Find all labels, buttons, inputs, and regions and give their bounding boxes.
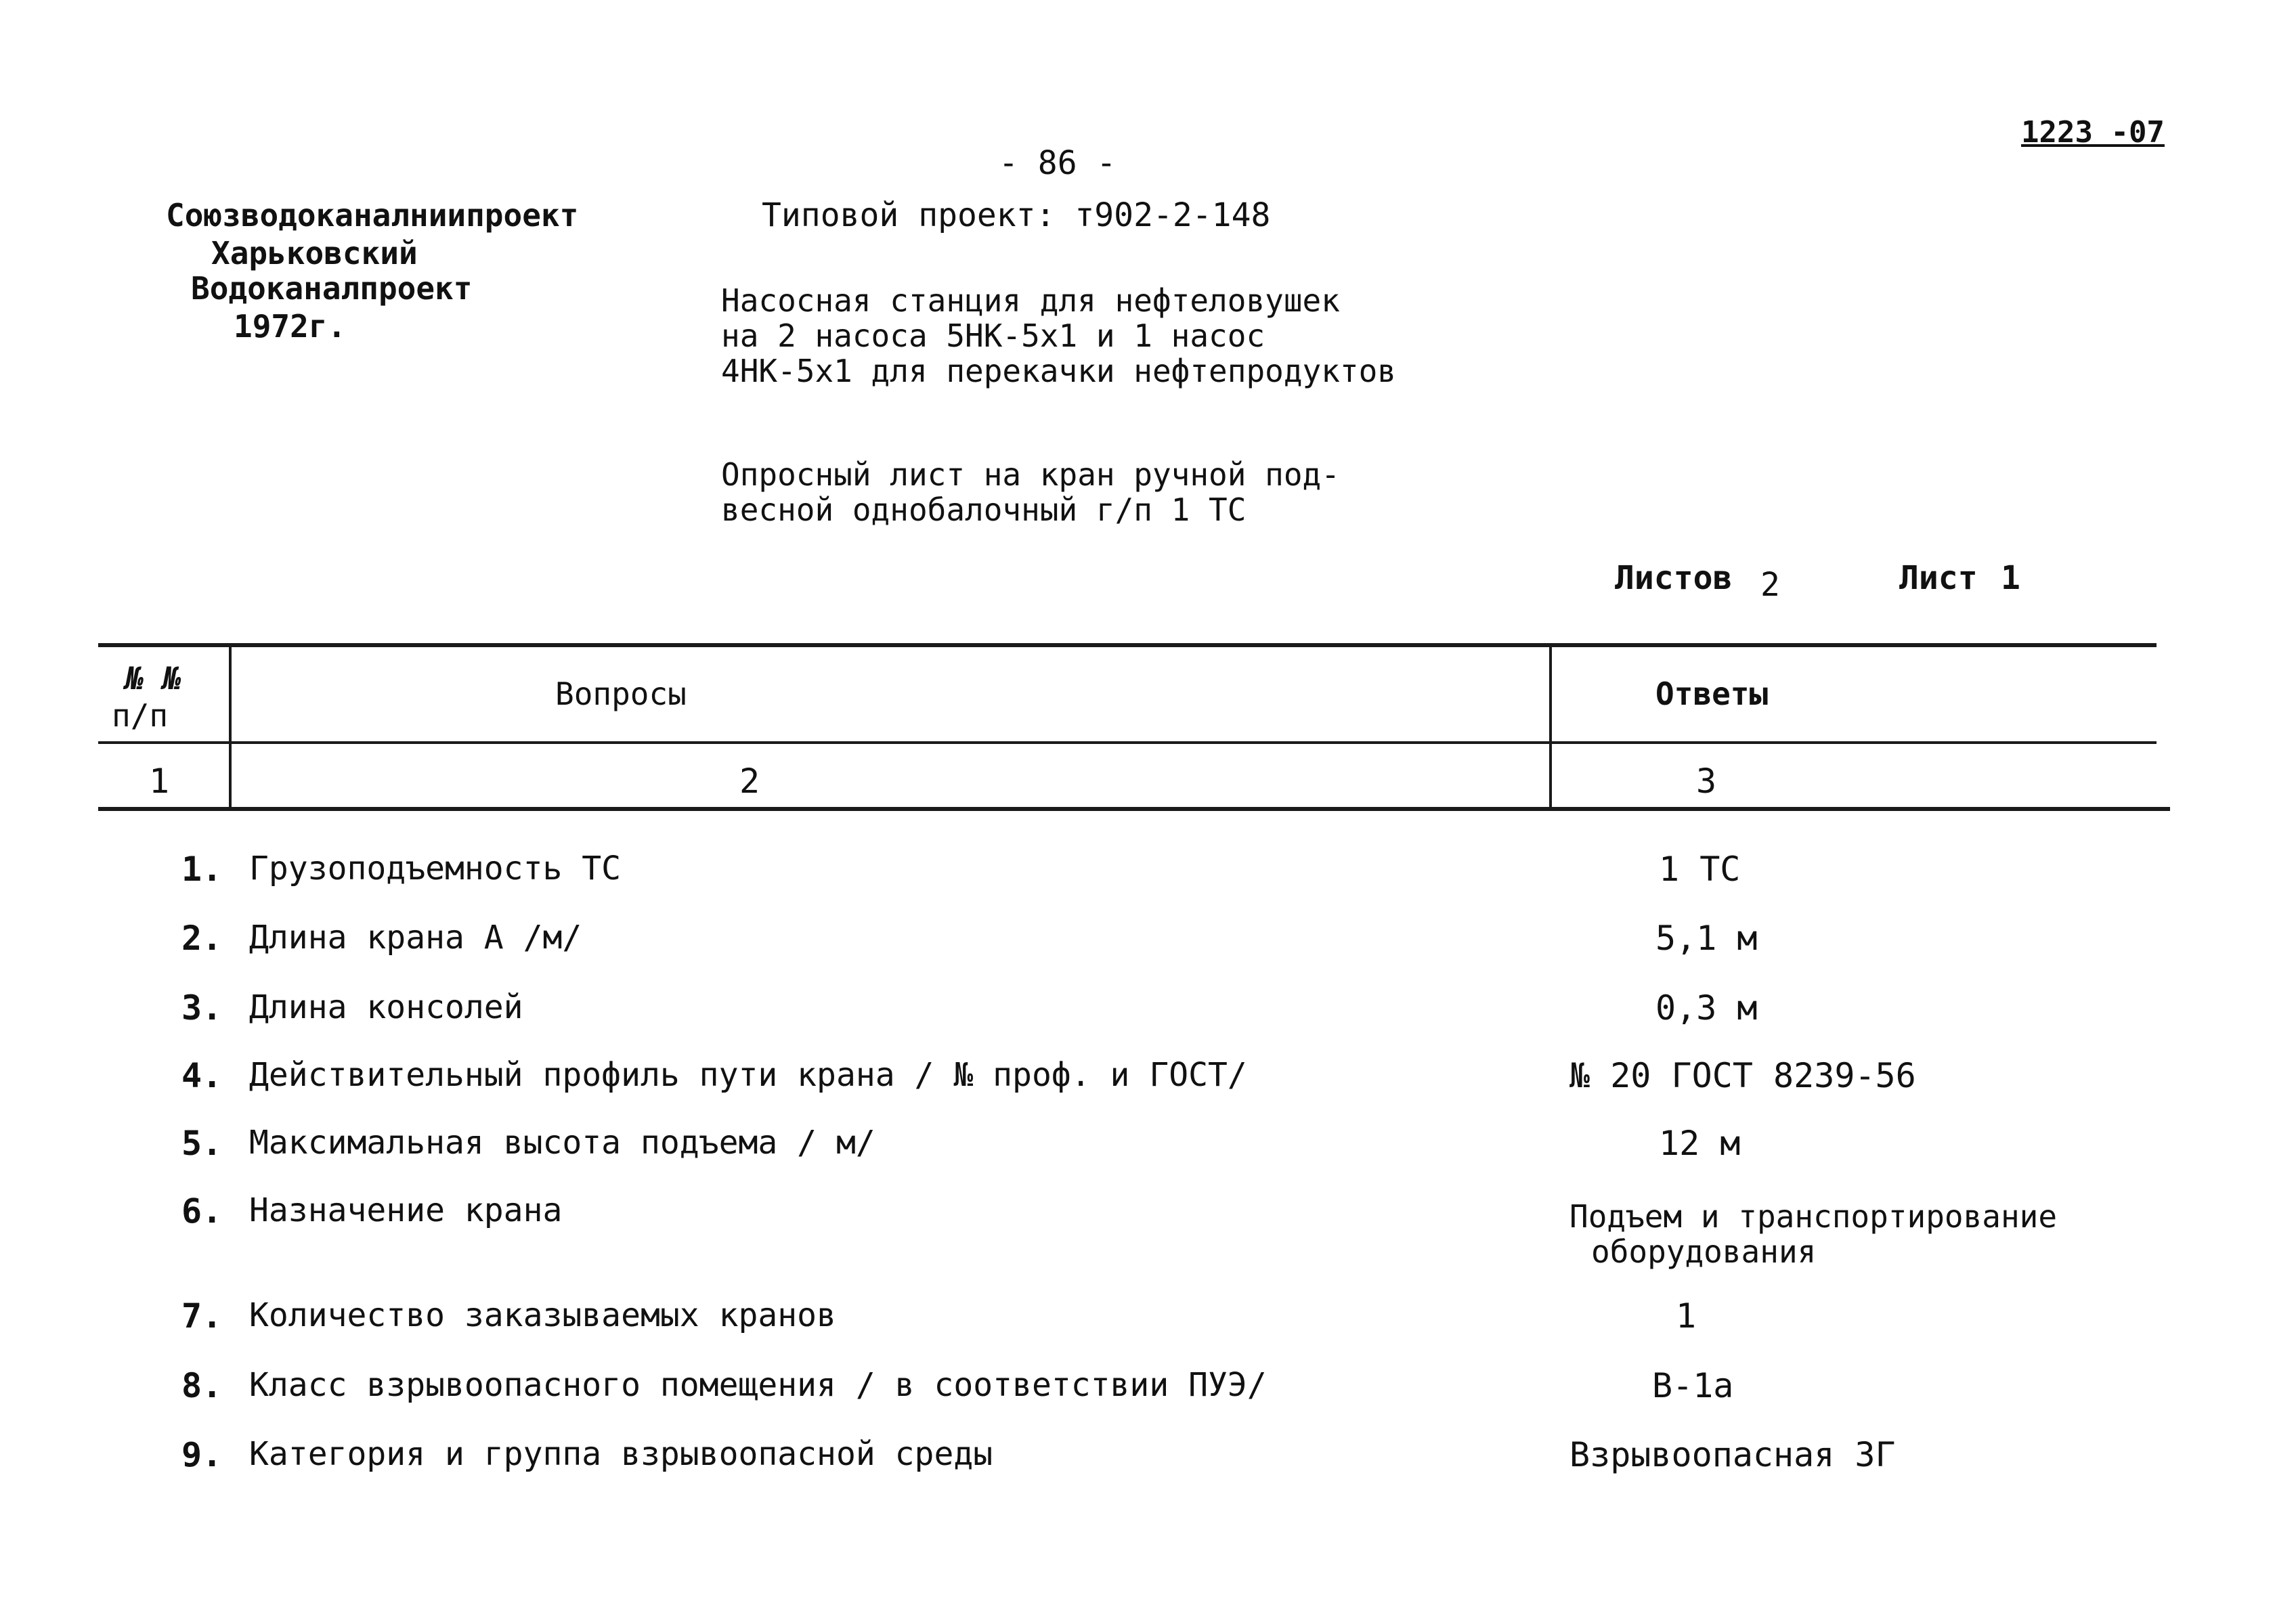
header-index-2: 2 <box>739 762 760 801</box>
item-number: 4. <box>181 1056 223 1095</box>
list-item <box>0 919 2296 966</box>
list-item <box>0 1124 2296 1171</box>
header-col1-line1: № № <box>125 660 182 697</box>
item-number: 7. <box>181 1296 223 1336</box>
table-header-divider <box>98 741 2157 744</box>
item-answer: В-1а <box>1652 1366 1734 1405</box>
list-item <box>0 1056 2296 1103</box>
item-answer: Взрывоопасная 3Г <box>1569 1435 1896 1474</box>
item-number: 9. <box>181 1435 223 1474</box>
header-index-1: 1 <box>149 762 170 801</box>
organization-division: Водоканалпроект <box>191 270 473 307</box>
list-item <box>0 1366 2296 1413</box>
item-answer: 1 <box>1676 1296 1697 1336</box>
project-title-line1: Насосная станция для нефтеловушек <box>721 282 1340 319</box>
header-index-3: 3 <box>1696 762 1717 801</box>
item-question: Длина крана А /м/ <box>249 919 582 957</box>
item-answer: 5,1 м <box>1655 919 1758 958</box>
item-number: 5. <box>181 1124 223 1163</box>
item-number: 6. <box>181 1191 223 1231</box>
table-col-divider-2 <box>1549 645 1552 811</box>
item-question: Назначение крана <box>249 1191 563 1229</box>
project-label: Типовой проект: т902-2-148 <box>762 196 1271 234</box>
item-question: Максимальная высота подъема / м/ <box>249 1124 875 1162</box>
item-question: Длина консолей <box>249 988 523 1026</box>
page-number: - 86 - <box>999 144 1117 182</box>
project-title-line2: на 2 насоса 5НК-5х1 и 1 насос <box>721 317 1265 354</box>
item-question: Количество заказываемых кранов <box>249 1296 836 1334</box>
organization-year: 1972г. <box>234 308 347 345</box>
sheets-total-value: 2 <box>1760 566 1780 604</box>
item-question: Категория и группа взрывоопасной среды <box>249 1435 993 1473</box>
organization-name: Союзводоканалниипроект <box>166 197 579 234</box>
item-answer: 0,3 м <box>1655 988 1758 1028</box>
header-col3: Ответы <box>1655 676 1769 712</box>
item-answer-line2: оборудования <box>1591 1233 1817 1270</box>
sheet-value: 1 <box>2001 559 2020 597</box>
list-item <box>0 1296 2296 1344</box>
list-item <box>0 850 2296 897</box>
item-question: Класс взрывоопасного помещения / в соответствии ПУЭ/ <box>249 1366 1267 1404</box>
list-item <box>0 1191 2296 1273</box>
sheets-total-label: Листов <box>1615 559 1733 597</box>
header-col2: Вопросы <box>555 676 687 712</box>
item-question: Действительный профиль пути крана / № проф. и ГОСТ/ <box>249 1056 1247 1094</box>
item-answer: № 20 ГОСТ 8239-56 <box>1569 1056 1916 1095</box>
document-code: 1223 -07 <box>2021 115 2165 150</box>
list-item <box>0 1435 2296 1483</box>
organization-city: Харьковский <box>211 235 418 271</box>
sheet-label: Лист <box>1899 559 1978 597</box>
table-col-divider-1 <box>229 645 232 811</box>
item-number: 2. <box>181 919 223 958</box>
item-number: 3. <box>181 988 223 1028</box>
item-answer: 12 м <box>1659 1124 1741 1163</box>
project-title-line3: 4НК-5х1 для перекачки нефтепродуктов <box>721 353 1396 389</box>
item-number: 1. <box>181 850 223 889</box>
project-subtitle-line2: весной однобалочный г/п 1 ТС <box>721 491 1247 528</box>
item-answer: 1 ТС <box>1659 850 1741 889</box>
item-question: Грузоподъемность ТС <box>249 850 622 887</box>
item-number: 8. <box>181 1366 223 1405</box>
list-item <box>0 988 2296 1036</box>
project-subtitle-line1: Опросный лист на кран ручной под- <box>721 456 1340 493</box>
table-top-rule <box>98 643 2157 647</box>
table-bottom-rule <box>98 807 2170 811</box>
header-col1-line2: п/п <box>112 697 169 734</box>
item-answer: Подъем и транспортирование <box>1569 1198 2058 1235</box>
